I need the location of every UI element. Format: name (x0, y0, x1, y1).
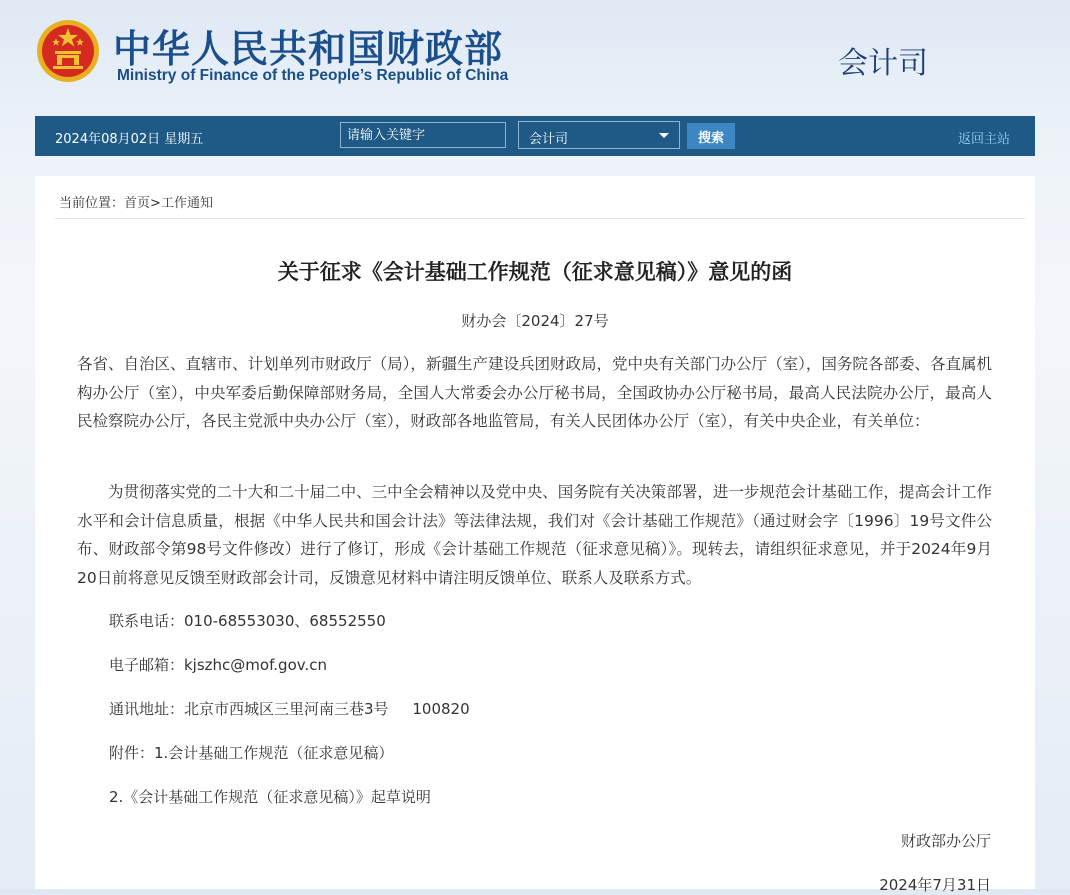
recipients-paragraph: 各省、自治区、直辖市、计划单列市财政厅（局），新疆生产建设兵团财政局，党中央有关部门办公厅（室），国务院各部委、各直属机构办公厅（室），中央军委后勤保障部财务局，全国人大常委会办公厅秘书局，全国政协办公厅秘书局，最高人民法院办公厅，最高人民检察院办公厅，各民主党派中央办公厅（室），财政部各地监管局，有关人民团体办公厅（室），有关中央企业，有关单位： (77, 355, 992, 430)
divider (55, 218, 1025, 219)
contact-phone: 联系电话：010-68553030、68552550 (109, 612, 386, 630)
body-paragraph: 为贯彻落实党的二十大和二十届二中、三中全会精神以及党中央、国务院有关决策部署，进一步规范会计基础工作，提高会计工作水平和会计信息质量，根据《中华人民共和国会计法》等法律法规，我们对《会计基础工作规范》（通过财会字〔1996〕19号文件公布、财政部令第98号文件修改）进行了修订，形成《会计基础工作规范（征求意见稿）》。现转去，请组织征求意见，并于2024年9月20日前将意见反馈至财政部会计司，反馈意见材料中请注明反馈单位、联系人及联系方式。 (77, 483, 992, 587)
site-title-en: Ministry of Finance of the People’s Republic of China (117, 67, 509, 84)
breadcrumb (59, 192, 213, 211)
search-input[interactable] (340, 122, 506, 148)
return-home-link[interactable]: 返回主站 (958, 132, 1011, 147)
search-scope-select[interactable] (518, 121, 680, 149)
site-title-cn: 中华人民共和国财政部 (113, 27, 504, 71)
site-header (0, 0, 1070, 116)
breadcrumb-current-link[interactable]: 工作通知 (160, 196, 213, 211)
search-scope-value: 会计司 (529, 132, 569, 147)
national-emblem-icon (35, 18, 101, 84)
attachment-1-link[interactable]: 附件：1.会计基础工作规范（征求意见稿） (109, 744, 394, 762)
sign-date: 2024年7月31日 (879, 876, 991, 894)
nav-bar (35, 116, 1035, 156)
document-number: 财办会〔2024〕27号 (461, 312, 609, 330)
chevron-down-icon (659, 133, 669, 138)
department-name: 会计司 (838, 46, 928, 81)
breadcrumb-separator: > (150, 196, 161, 211)
signer: 财政部办公厅 (900, 832, 991, 850)
breadcrumb-home-link[interactable]: 首页 (124, 196, 151, 211)
current-date: 2024年08月02日 星期五 (55, 132, 204, 147)
search-button[interactable]: 搜索 (687, 123, 735, 149)
article-title: 关于征求《会计基础工作规范（征求意见稿）》意见的函 (277, 260, 793, 284)
contact-address: 通讯地址：北京市西城区三里河南三巷3号 100820 (109, 700, 470, 718)
breadcrumb-prefix: 当前位置： (59, 196, 125, 211)
contact-email: 电子邮箱：kjszhc@mof.gov.cn (109, 656, 327, 674)
attachment-2-link[interactable]: 2.《会计基础工作规范（征求意见稿）》起草说明 (109, 788, 431, 806)
content-panel (35, 176, 1035, 894)
